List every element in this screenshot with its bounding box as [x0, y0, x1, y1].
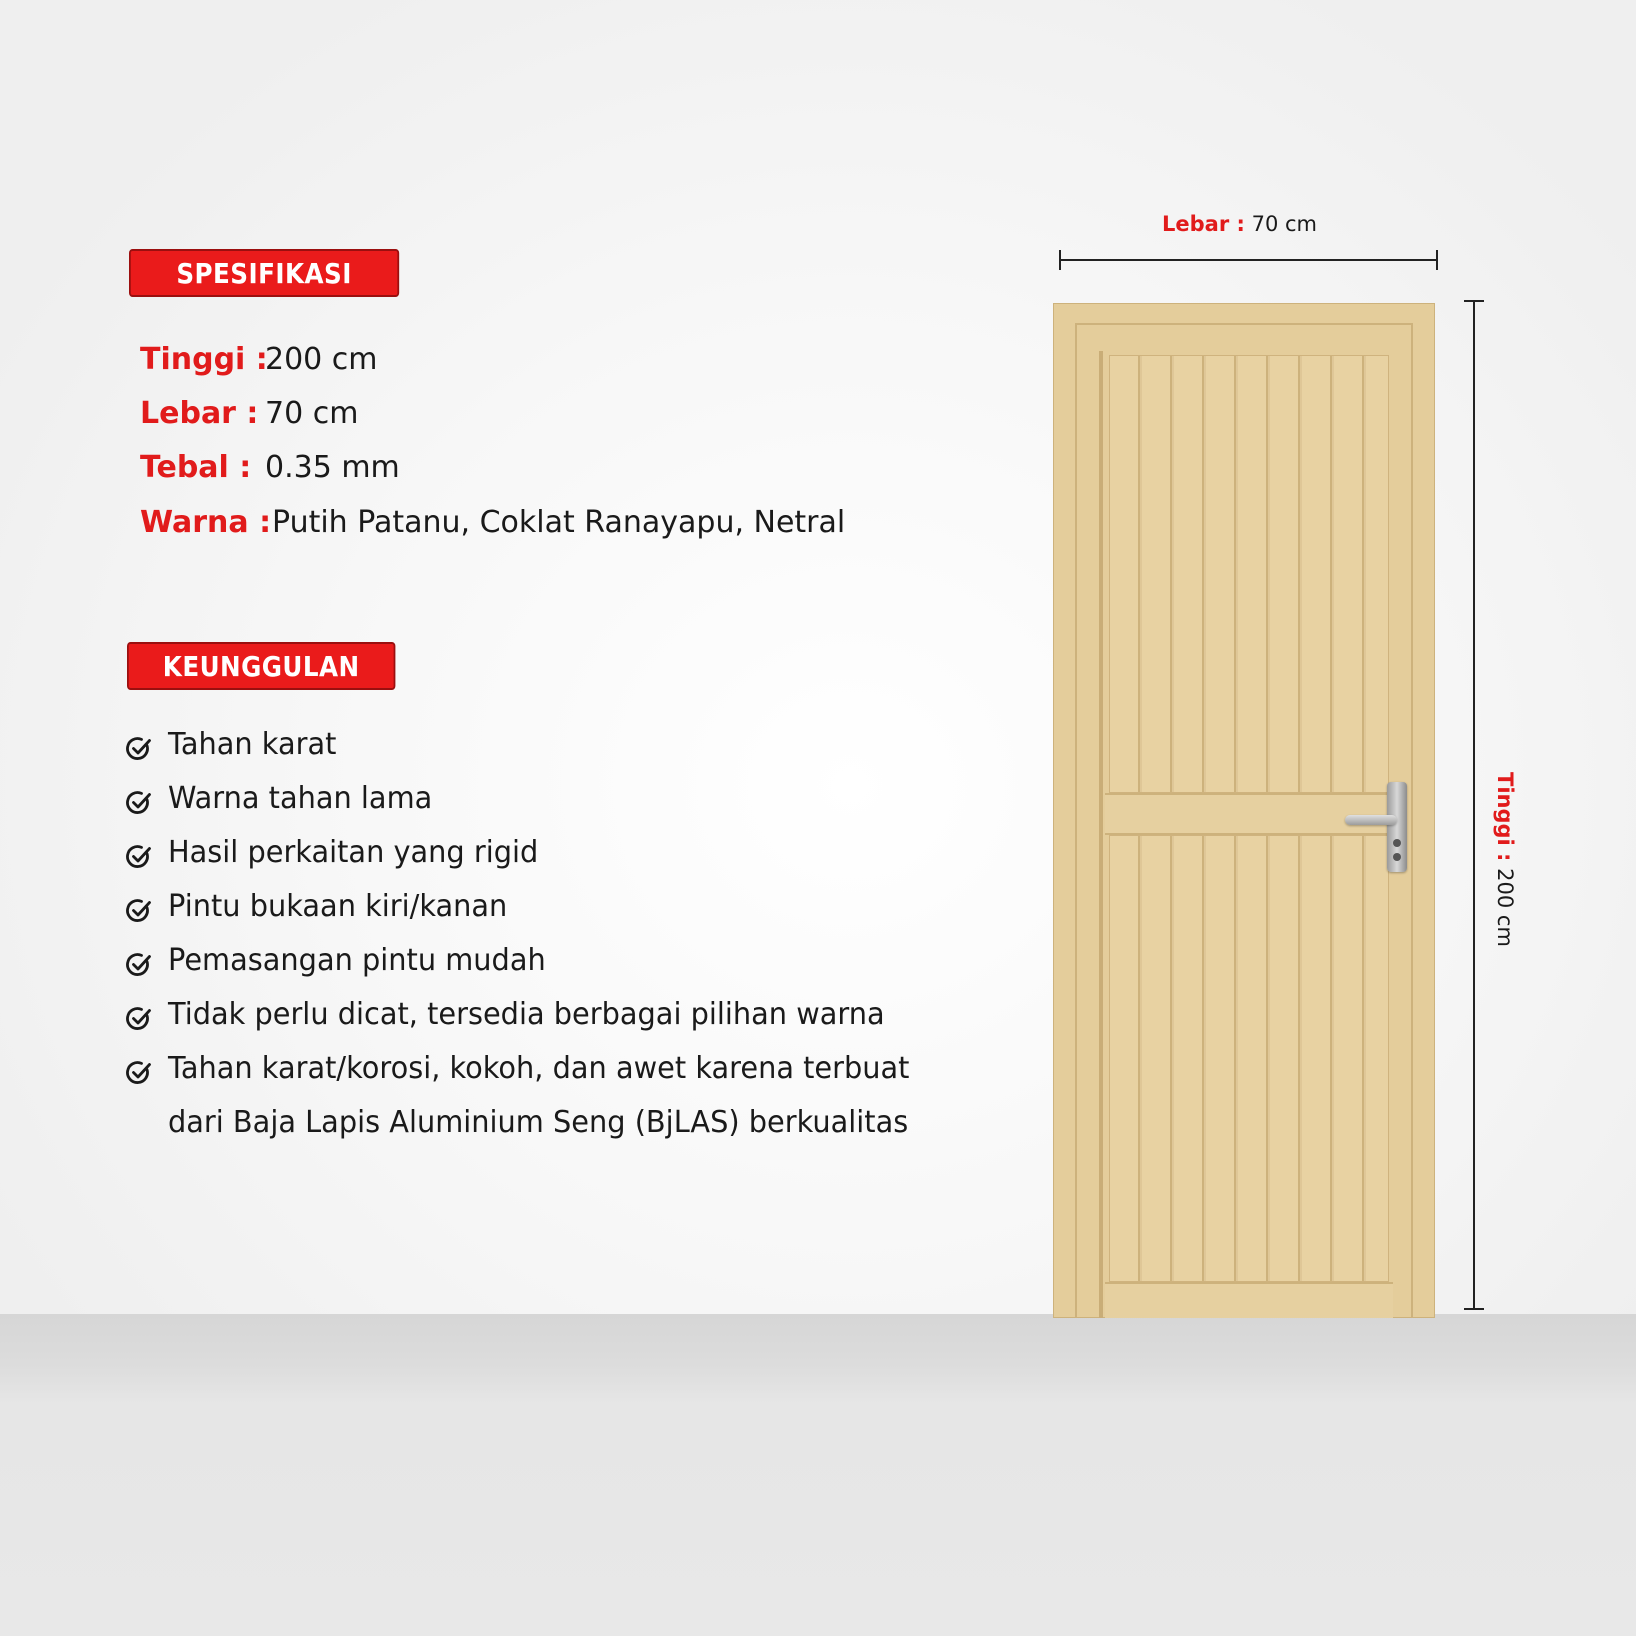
door-mid-rail — [1105, 793, 1393, 835]
feature-list — [126, 726, 1006, 1166]
list-item — [126, 834, 1006, 872]
spec-row-warna — [140, 505, 845, 545]
check-circle-icon — [126, 952, 152, 978]
height-dimension-key: Tinggi : — [1493, 772, 1517, 862]
list-item — [126, 888, 1006, 926]
check-circle-icon — [126, 898, 152, 924]
height-dimension-tick — [1464, 1308, 1484, 1310]
spec-value: Putih Patanu, Coklat Ranayapu, Netral — [272, 505, 846, 540]
feature-text: Hasil perkaitan yang rigid — [168, 835, 539, 870]
spec-value: 70 cm — [265, 396, 359, 431]
width-dimension-tick — [1059, 250, 1061, 270]
spesifikasi-badge: SPESIFIKASI — [129, 249, 399, 297]
feature-text: Tahan karat/korosi, kokoh, dan awet karena terbuat dari Baja Lapis Aluminium Seng (BjLAS) berkualitas — [168, 1051, 910, 1140]
height-dimension-line — [1473, 300, 1475, 1310]
list-item — [126, 1050, 1006, 1150]
keunggulan-badge: KEUNGGULAN — [127, 642, 395, 690]
width-dimension-tick — [1436, 250, 1438, 270]
door-bottom-rail — [1105, 1282, 1393, 1318]
spec-key: Lebar : — [140, 396, 259, 431]
height-dimension-tick — [1464, 300, 1484, 302]
keyhole-icon — [1393, 853, 1401, 861]
list-item — [126, 942, 1006, 980]
width-dimension-line — [1059, 259, 1438, 261]
width-dimension-label — [1162, 212, 1317, 236]
list-item — [126, 780, 1006, 818]
feature-text: Tidak perlu dicat, tersedia berbagai pilihan warna — [168, 997, 885, 1032]
spec-key: Tinggi : — [140, 342, 268, 377]
check-circle-icon — [126, 1006, 152, 1032]
door-handle-icon — [1345, 815, 1397, 825]
door-leaf-edge — [1099, 351, 1103, 1318]
check-circle-icon — [126, 844, 152, 870]
floor — [0, 1314, 1636, 1636]
spec-key: Tebal : — [140, 450, 252, 485]
list-item — [126, 996, 1006, 1034]
spec-key: Warna : — [140, 505, 272, 540]
door-panel-bottom — [1109, 835, 1389, 1282]
spec-row-tinggi — [140, 342, 378, 382]
spec-value: 200 cm — [265, 342, 378, 377]
check-circle-icon — [126, 736, 152, 762]
spec-value: 0.35 mm — [265, 450, 400, 485]
list-item — [126, 726, 1006, 764]
spec-row-tebal — [140, 450, 400, 490]
check-circle-icon — [126, 790, 152, 816]
feature-text: Warna tahan lama — [168, 781, 433, 816]
height-dimension-value: 200 cm — [1493, 868, 1517, 947]
feature-text: Pintu bukaan kiri/kanan — [168, 889, 508, 924]
door-image — [1053, 303, 1435, 1318]
feature-text: Tahan karat — [168, 727, 337, 762]
width-dimension-value: 70 cm — [1251, 212, 1317, 236]
width-dimension-key: Lebar : — [1162, 212, 1245, 236]
height-dimension-label — [1493, 772, 1517, 947]
door-panel-top — [1109, 355, 1389, 793]
check-circle-icon — [126, 1060, 152, 1086]
keyhole-icon — [1393, 839, 1401, 847]
spec-row-lebar — [140, 396, 358, 436]
feature-text: Pemasangan pintu mudah — [168, 943, 546, 978]
